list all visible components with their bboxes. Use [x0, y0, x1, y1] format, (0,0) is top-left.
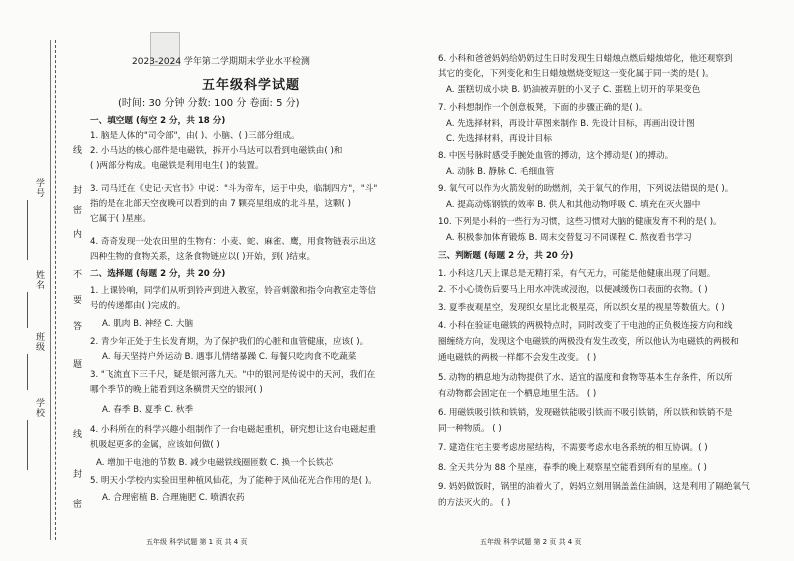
question-line: 2. 青少年正处于生长发育期，为了保护我们的心脏和血管健康，应该( )。	[90, 337, 369, 347]
question-line: 6. 小科和爸爸妈妈给奶奶过生日时发现生日蜡烛点燃后蜡烛熔化，他还观察到	[438, 54, 733, 64]
question-line: 2. 小马达的核心部件是电磁铁，拆开小马达可以看到电磁铁由( )和	[90, 146, 343, 156]
question-line: 1. 脑是人体的"司令部"，由( )、小脑、( )三部分组成。	[90, 131, 300, 141]
exam-meta: (时间: 30 分钟 分数: 100 分 卷面: 5 分)	[118, 98, 300, 109]
name-label: 姓名	[34, 270, 44, 290]
school-field[interactable]	[27, 420, 28, 470]
question-line: 10. 下列是小科的一些行为习惯，这些习惯对大脑的健康发育不利的是( )。	[438, 217, 722, 227]
question-line: 有动物都会固定在一个栖息地里生活。 ( )	[438, 389, 597, 399]
question-line: 6. 用磁铁吸引铁和铁销，发现磁铁能吸引铁而不吸引铁销，所以铁和铁销不是	[438, 408, 733, 418]
binding-mark: 题	[72, 360, 82, 370]
binding-mark: 线	[72, 146, 82, 156]
question-line: 机吸起更多的金属，应该如何做( )	[90, 440, 220, 450]
question-line: 8. 中医号脉时感受手腕处血管的搏动，这个搏动是( )的搏动。	[438, 151, 674, 161]
question-line: 指的是在北部天空夜晚可以看到的由 7 颗亮星组成的北斗星，这颗( )	[90, 199, 351, 209]
binding-mark: 线	[72, 430, 82, 440]
answer-options: A. 肌肉 B. 神经 C. 大脑	[102, 319, 194, 329]
question-line: 2. 不小心烫伤后要马上用水冲洗或浸泡，以便减缓伤口表面的衣物。( )	[438, 285, 708, 295]
question-line: 9. 氧气可以作为火箭发射的助燃剂，关于氧气的作用，下列说法错误的是( )。	[438, 184, 734, 194]
binding-mark: 封	[72, 470, 82, 480]
school-label: 学校	[34, 398, 44, 418]
question-line: 3. "飞流直下三千尺，疑是银河落九天。"中的银河是传说中的天河，我们在	[90, 370, 376, 380]
question-line: 1. 上课铃响，同学们从听到铃声到进入教室，铃音刺激和指令向教室走等信	[90, 286, 376, 296]
question-line: 4. 奇奇发现一处农田里的生物有：小麦、蛇、麻雀、鹰，用食物链表示出这	[90, 237, 376, 247]
binding-mark: 内	[72, 230, 82, 240]
binding-mark: 密	[72, 500, 82, 510]
question-line: 3. 司马迁在《史记·天官书》中说："斗为帝车，运于中央，临制四方"，"斗"	[90, 184, 378, 194]
student-id-field[interactable]	[27, 200, 28, 260]
question-line: 9. 妈妈做饭时，锅里的油着火了，妈妈立刻用锅盖盖住油锅，这是利用了隔绝氧气	[438, 482, 750, 492]
answer-options: A. 蛋糕切成小块 B. 奶油被弄脏的小叉子 C. 蛋糕上切开的苹果变色	[446, 85, 701, 95]
page-footer: 五年级 科学试题 第 1 页 共 4 页	[146, 538, 248, 546]
answer-options: A. 先选择材料，再设计草图来制作 B. 先设计目标，再画出设计图	[446, 119, 695, 129]
question-line: 通电磁铁的两极一样都不会发生改变。 ( )	[438, 353, 597, 363]
question-line: 圈缠绕方向，发现这个电磁铁的两极没有发生改变，所以他认为电磁铁的两极和	[438, 337, 739, 347]
binding-strip	[0, 0, 88, 561]
answer-options: A. 增加干电池的节数 B. 减少电磁铁线圈匝数 C. 换一个长铁芯	[96, 458, 334, 468]
class-field[interactable]	[27, 354, 28, 390]
question-line: 的方法灭火的。 ( )	[438, 498, 511, 508]
class-label: 班级	[34, 332, 44, 352]
question-line: 5. 动物的栖息地为动物提供了水、适宜的温度和食物等基本生存条件，所以所	[438, 373, 733, 383]
question-line: 7. 建造住宅主要考虑房屋结构，不需要考虑水电各系统的相互协调。( )	[438, 443, 708, 453]
answer-options: A. 合理密植 B. 合理施肥 C. 喷洒农药	[102, 493, 245, 503]
student-id-label: 学号	[34, 178, 44, 198]
name-field[interactable]	[27, 292, 28, 328]
question-line: 哪个季节的晚上能看到这条横贯天空的银河( )	[90, 385, 263, 395]
binding-mark: 答	[72, 322, 82, 332]
answer-options: A. 动脉 B. 静脉 C. 毛细血管	[446, 167, 555, 177]
question-line: 四种生物的食物关系，这条食物链应以( )开始，到( )结束。	[90, 252, 316, 262]
binding-mark: 要	[72, 296, 82, 306]
question-line: ( )两部分构成。电磁铁是利用电生( )的装置。	[90, 161, 264, 171]
question-line: 5. 明天小学校内实验田里种植风仙花，为了能种于风仙花光合作用的是( )。	[90, 476, 377, 486]
page-footer: 五年级 科学试题 第 2 页 共 4 页	[480, 538, 582, 546]
question-line: 7. 小科想制作一个创意板凳，下面的步骤正确的是( )。	[438, 103, 648, 113]
question-line: 其它的变化，下列变化和生日蜡烛燃烧变短这一变化属于同一类的是( )。	[438, 69, 714, 79]
question-line: 号的传递都由( )完成的。	[90, 301, 186, 311]
section-heading: 二、选择题 (每题 2 分，共 20 分)	[90, 269, 226, 279]
exam-header: 2023-2024 学年第二学期期末学业水平检测	[132, 57, 310, 67]
binding-mark: 封	[72, 186, 82, 196]
answer-options: A. 每天坚持户外运动 B. 遇事儿情绪暴躁 C. 每餐只吃肉食不吃蔬菜	[102, 352, 357, 362]
binding-mark: 不	[72, 270, 82, 280]
exam-title: 五年级科学试题	[202, 78, 301, 93]
section-heading: 三、判断题 (每题 2 分，共 20 分)	[438, 251, 574, 261]
binding-mark: 密	[72, 206, 82, 216]
answer-options: A. 提高动炼钢铁的效率 B. 供人和其他动物呼吸 C. 填充在灭火器中	[446, 200, 701, 210]
question-line: 3. 夏季夜观星空，发现织女星比北极星亮，所以织女星的视星等数值大。( )	[438, 303, 725, 313]
question-line: 它属于( )星座。	[90, 214, 151, 224]
question-line: 1. 小科这几天上课总是无精打采，有气无力，可能是他健康出现了问题。	[438, 269, 716, 279]
section-heading: 一、填空题 (每空 2 分，共 18 分)	[90, 116, 226, 126]
question-line: 4. 小科在验证电磁铁的两极特点时，同时改变了干电池的正负极连接方向和线	[438, 321, 733, 331]
binding-solid-line	[50, 40, 51, 540]
answer-options: A. 积极参加体育锻炼 B. 周末交替复习不同课程 C. 熬夜看书学习	[446, 233, 692, 243]
answer-options: C. 先选择材料，再设计目标	[446, 134, 552, 144]
question-line: 同一种物质。 ( )	[438, 424, 502, 434]
binding-dashed-line	[55, 40, 56, 540]
question-line: 8. 全天共分为 88 个星座，春季的晚上观察星空能看到所有的星座。( )	[438, 463, 707, 473]
answer-options: A. 春季 B. 夏季 C. 秋季	[102, 405, 194, 415]
question-line: 4. 小科所在的科学兴趣小组制作了一台电磁起重机，研究想让这台电磁起重	[90, 425, 376, 435]
